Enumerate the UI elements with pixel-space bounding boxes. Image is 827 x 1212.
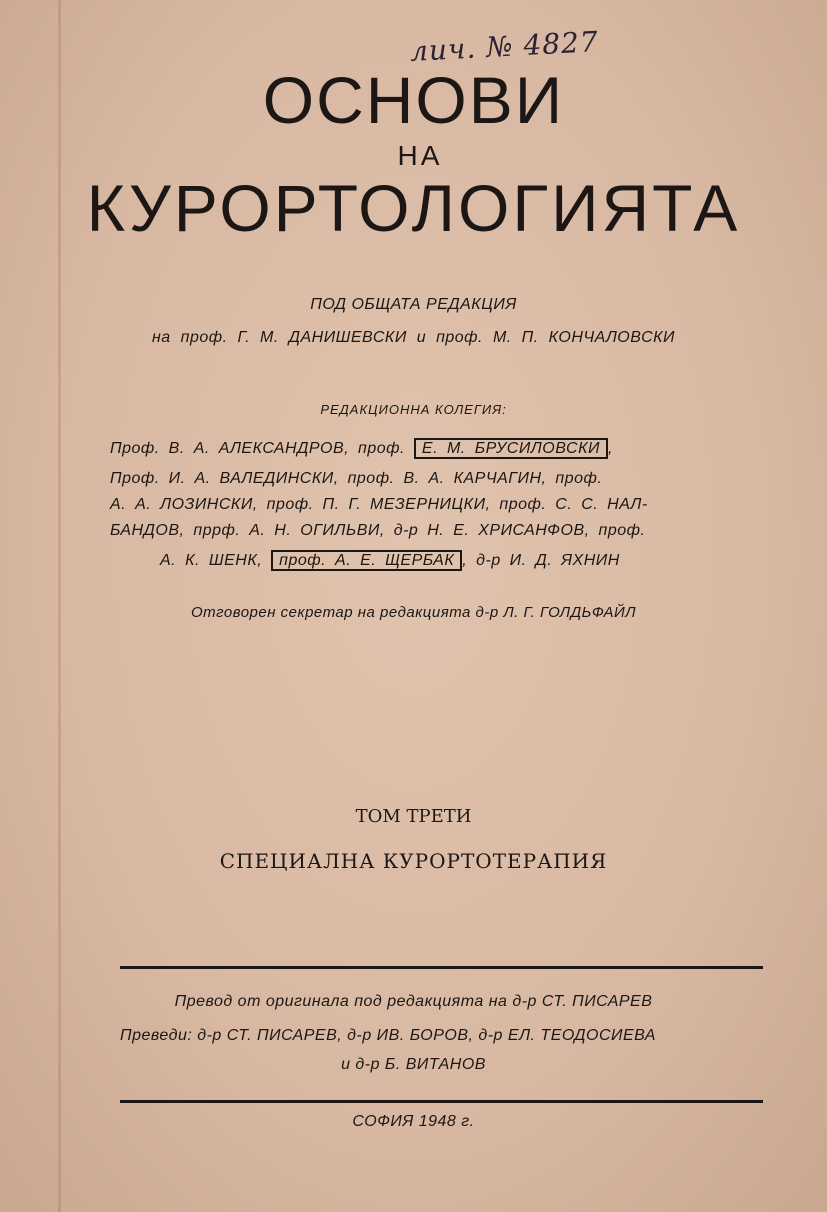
board-line-1-end: ,	[607, 440, 613, 457]
board-line-2: Проф. И. А. ВАЛЕДИНСКИ, проф. В. А. КАРЧАГИН, проф.	[110, 470, 603, 487]
translation-editor: Превод от оригинала под редакцията на д-р СТ. ПИСАРЕВ	[174, 993, 653, 1010]
title-line-3: КУРОРТОЛОГИЯТА	[86, 171, 741, 245]
board-heading: РЕДАКЦИОННА КОЛЕГИЯ:	[320, 402, 507, 417]
title-line-1: ОСНОВИ	[262, 63, 565, 137]
handwritten-annotation: лич. № 4827	[409, 25, 600, 68]
board-line-4: БАНДОВ, пррф. А. Н. ОГИЛЬВИ, д-р Н. Е. ХРИСАНФОВ, проф.	[110, 522, 646, 539]
volume-number: ТОМ ТРЕТИ	[355, 806, 472, 827]
title-line-2: НА	[397, 140, 443, 171]
board-line-5-end: , д-р И. Д. ЯХНИН	[462, 552, 620, 569]
translators-continued: и д-р Б. ВИТАНОВ	[341, 1056, 486, 1073]
divider-top	[120, 966, 763, 969]
divider-bottom	[120, 1100, 763, 1103]
translators: Преведи: д-р СТ. ПИСАРЕВ, д-р ИВ. БОРОВ, д-р ЕЛ. ТЕОДОСИЕВА	[120, 1027, 656, 1044]
editorship-heading: ПОД ОБЩАТА РЕДАКЦИЯ	[310, 296, 517, 313]
board-line-5-text: А. К. ШЕНК,	[160, 552, 263, 569]
board-line-1	[110, 440, 770, 458]
board-boxed-name-1: Е. М. БРУСИЛОВСКИ	[414, 438, 608, 459]
board-line-5	[160, 552, 820, 570]
board-line-1-text: Проф. В. А. АЛЕКСАНДРОВ, проф.	[110, 440, 405, 457]
chief-editors: на проф. Г. М. ДАНИШЕВСКИ и проф. М. П. КОНЧАЛОВСКИ	[151, 329, 675, 346]
secretary: Отговорен секретар на редакцията д-р Л. Г. ГОЛДЬФАЙЛ	[190, 604, 636, 621]
volume-subtitle: СПЕЦИАЛНА КУРОРТОТЕРАПИЯ	[219, 849, 608, 873]
board-boxed-name-2: проф. А. Е. ЩЕРБАК	[271, 550, 462, 571]
board-line-3: А. А. ЛОЗИНСКИ, проф. П. Г. МЕЗЕРНИЦКИ, проф. С. С. НАЛ-	[110, 496, 648, 513]
imprint: СОФИЯ 1948 г.	[352, 1113, 475, 1130]
